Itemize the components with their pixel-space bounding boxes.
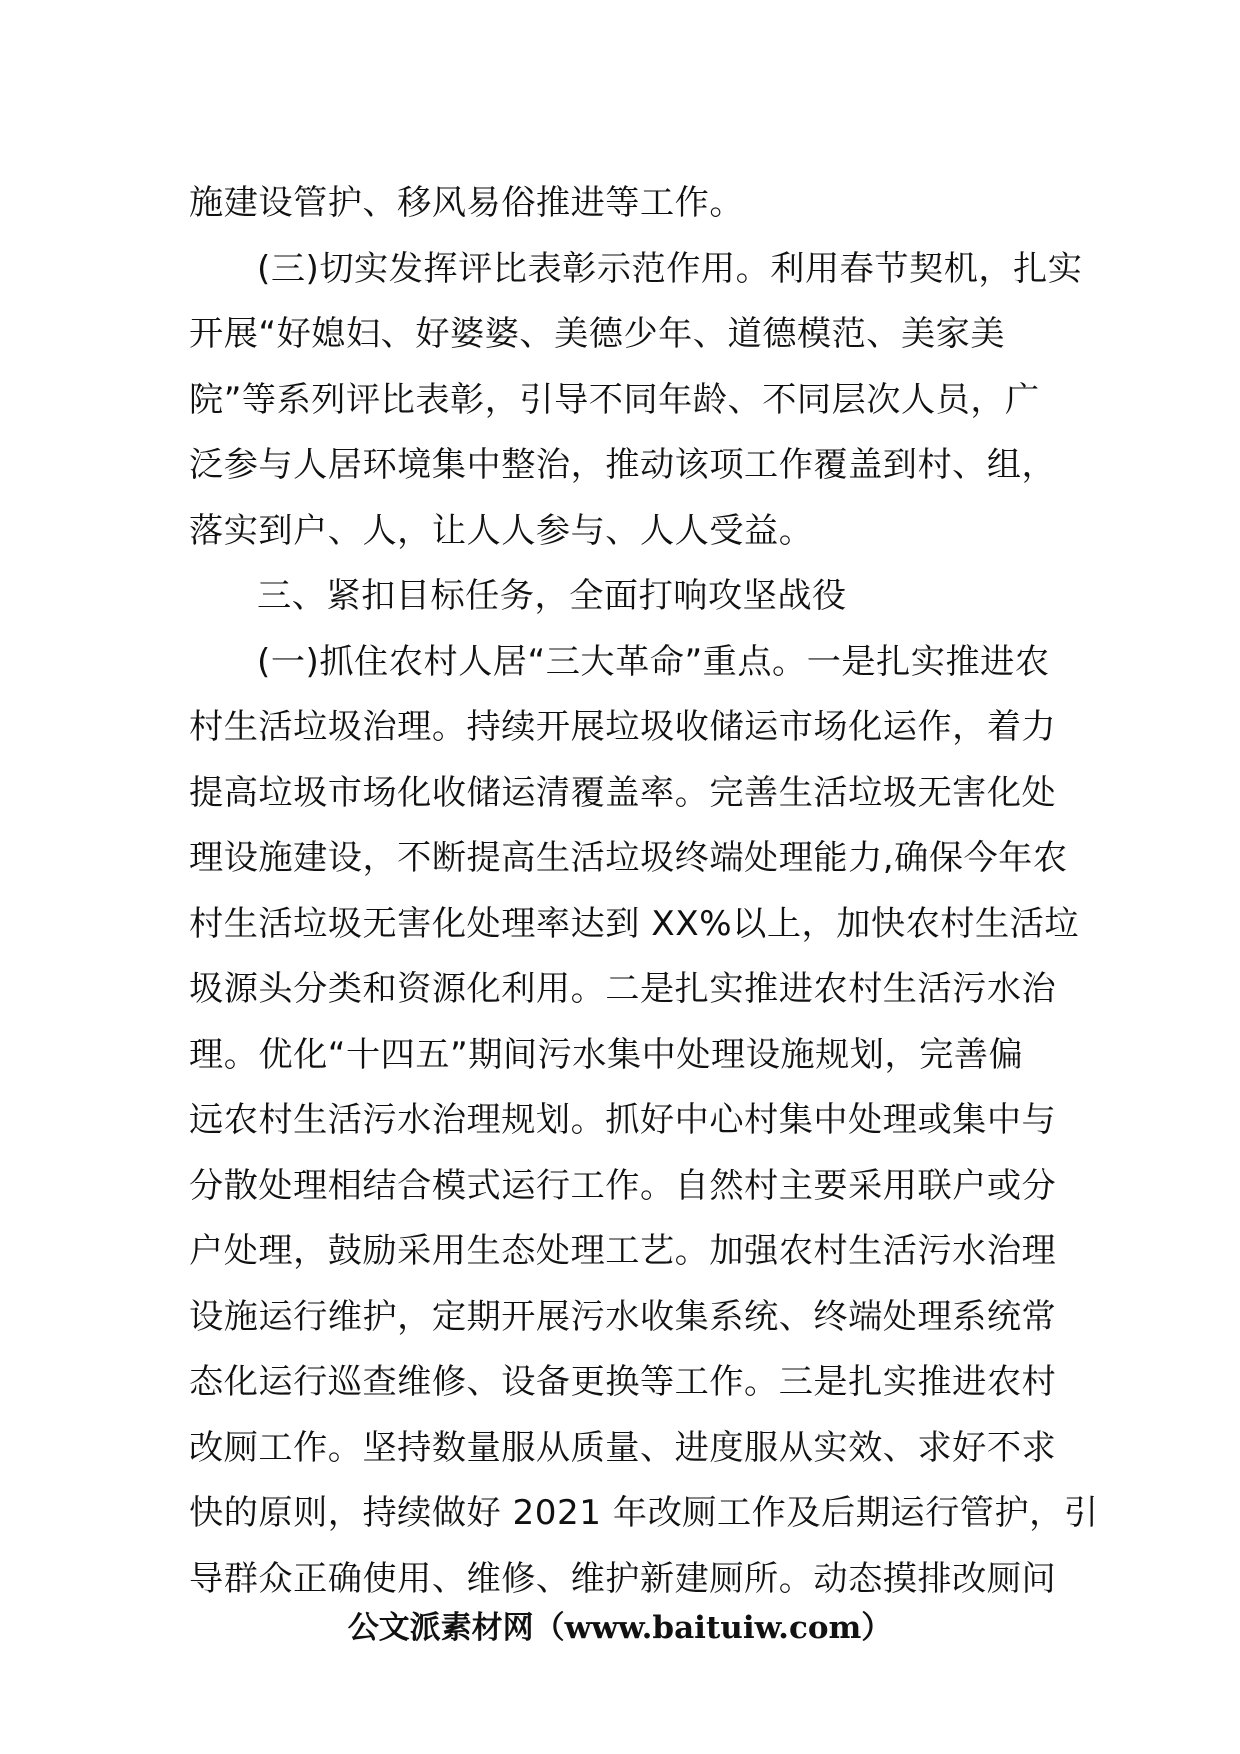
footer-watermark: 公文派素材网（www.baituiw.com） (347, 1610, 893, 1646)
section-heading: 三、紧扣目标任务，全面打响攻坚战役 (257, 576, 847, 616)
text-line: 分散处理相结合模式运行工作。自然村主要采用联户或分 (189, 1165, 1057, 1206)
text-line: 施建设管护、移风易俗推进等工作。 (189, 183, 745, 223)
text-line: 户处理，鼓励采用生态处理工艺。加强农村生活污水治理 (189, 1231, 1057, 1271)
text-line: 开展“好媳妇、好婆婆、美德少年、道德模范、美家美 (189, 314, 1006, 354)
text-line: (三)切实发挥评比表彰示范作用。利用春节契机，扎实 (257, 248, 1083, 289)
text-line: 快的原则，持续做好 2021 年改厕工作及后期运行管护，引 (189, 1493, 1099, 1533)
text-line: 理。优化“十四五”期间污水集中处理设施规划，完善偏 (189, 1034, 1024, 1075)
text-line: 村生活垃圾治理。持续开展垃圾收储运市场化运作，着力 (189, 707, 1057, 747)
document-body (189, 171, 1099, 1612)
text-line: (一)抓住农村人居“三大革命”重点。一是扎实推进农 (257, 641, 1050, 682)
text-line: 落实到户、人，让人人参与、人人受益。 (189, 510, 814, 551)
text-line: 导群众正确使用、维修、维护新建厕所。动态摸排改厕问 (189, 1558, 1057, 1599)
text-line: 院”等系列评比表彰，引导不同年龄、不同层次人员，广 (189, 379, 1040, 420)
text-line: 改厕工作。坚持数量服从质量、进度服从实效、求好不求 (189, 1427, 1057, 1468)
text-line: 设施运行维护，定期开展污水收集系统、终端处理系统常 (189, 1296, 1057, 1337)
text-line: 村生活垃圾无害化处理率达到 XX%以上，加快农村生活垃 (189, 903, 1080, 944)
text-line: 提高垃圾市场化收储运清覆盖率。完善生活垃圾无害化处 (189, 772, 1057, 813)
text-line: 圾源头分类和资源化利用。二是扎实推进农村生活污水治 (189, 969, 1057, 1009)
text-line: 远农村生活污水治理规划。抓好中心村集中处理或集中与 (189, 1100, 1057, 1140)
text-line: 态化运行巡查维修、设备更换等工作。三是扎实推进农村 (189, 1362, 1057, 1402)
text-line: 泛参与人居环境集中整治，推动该项工作覆盖到村、组， (189, 445, 1057, 485)
text-line: 理设施建设，不断提高生活垃圾终端处理能力,确保今年农 (189, 838, 1068, 878)
